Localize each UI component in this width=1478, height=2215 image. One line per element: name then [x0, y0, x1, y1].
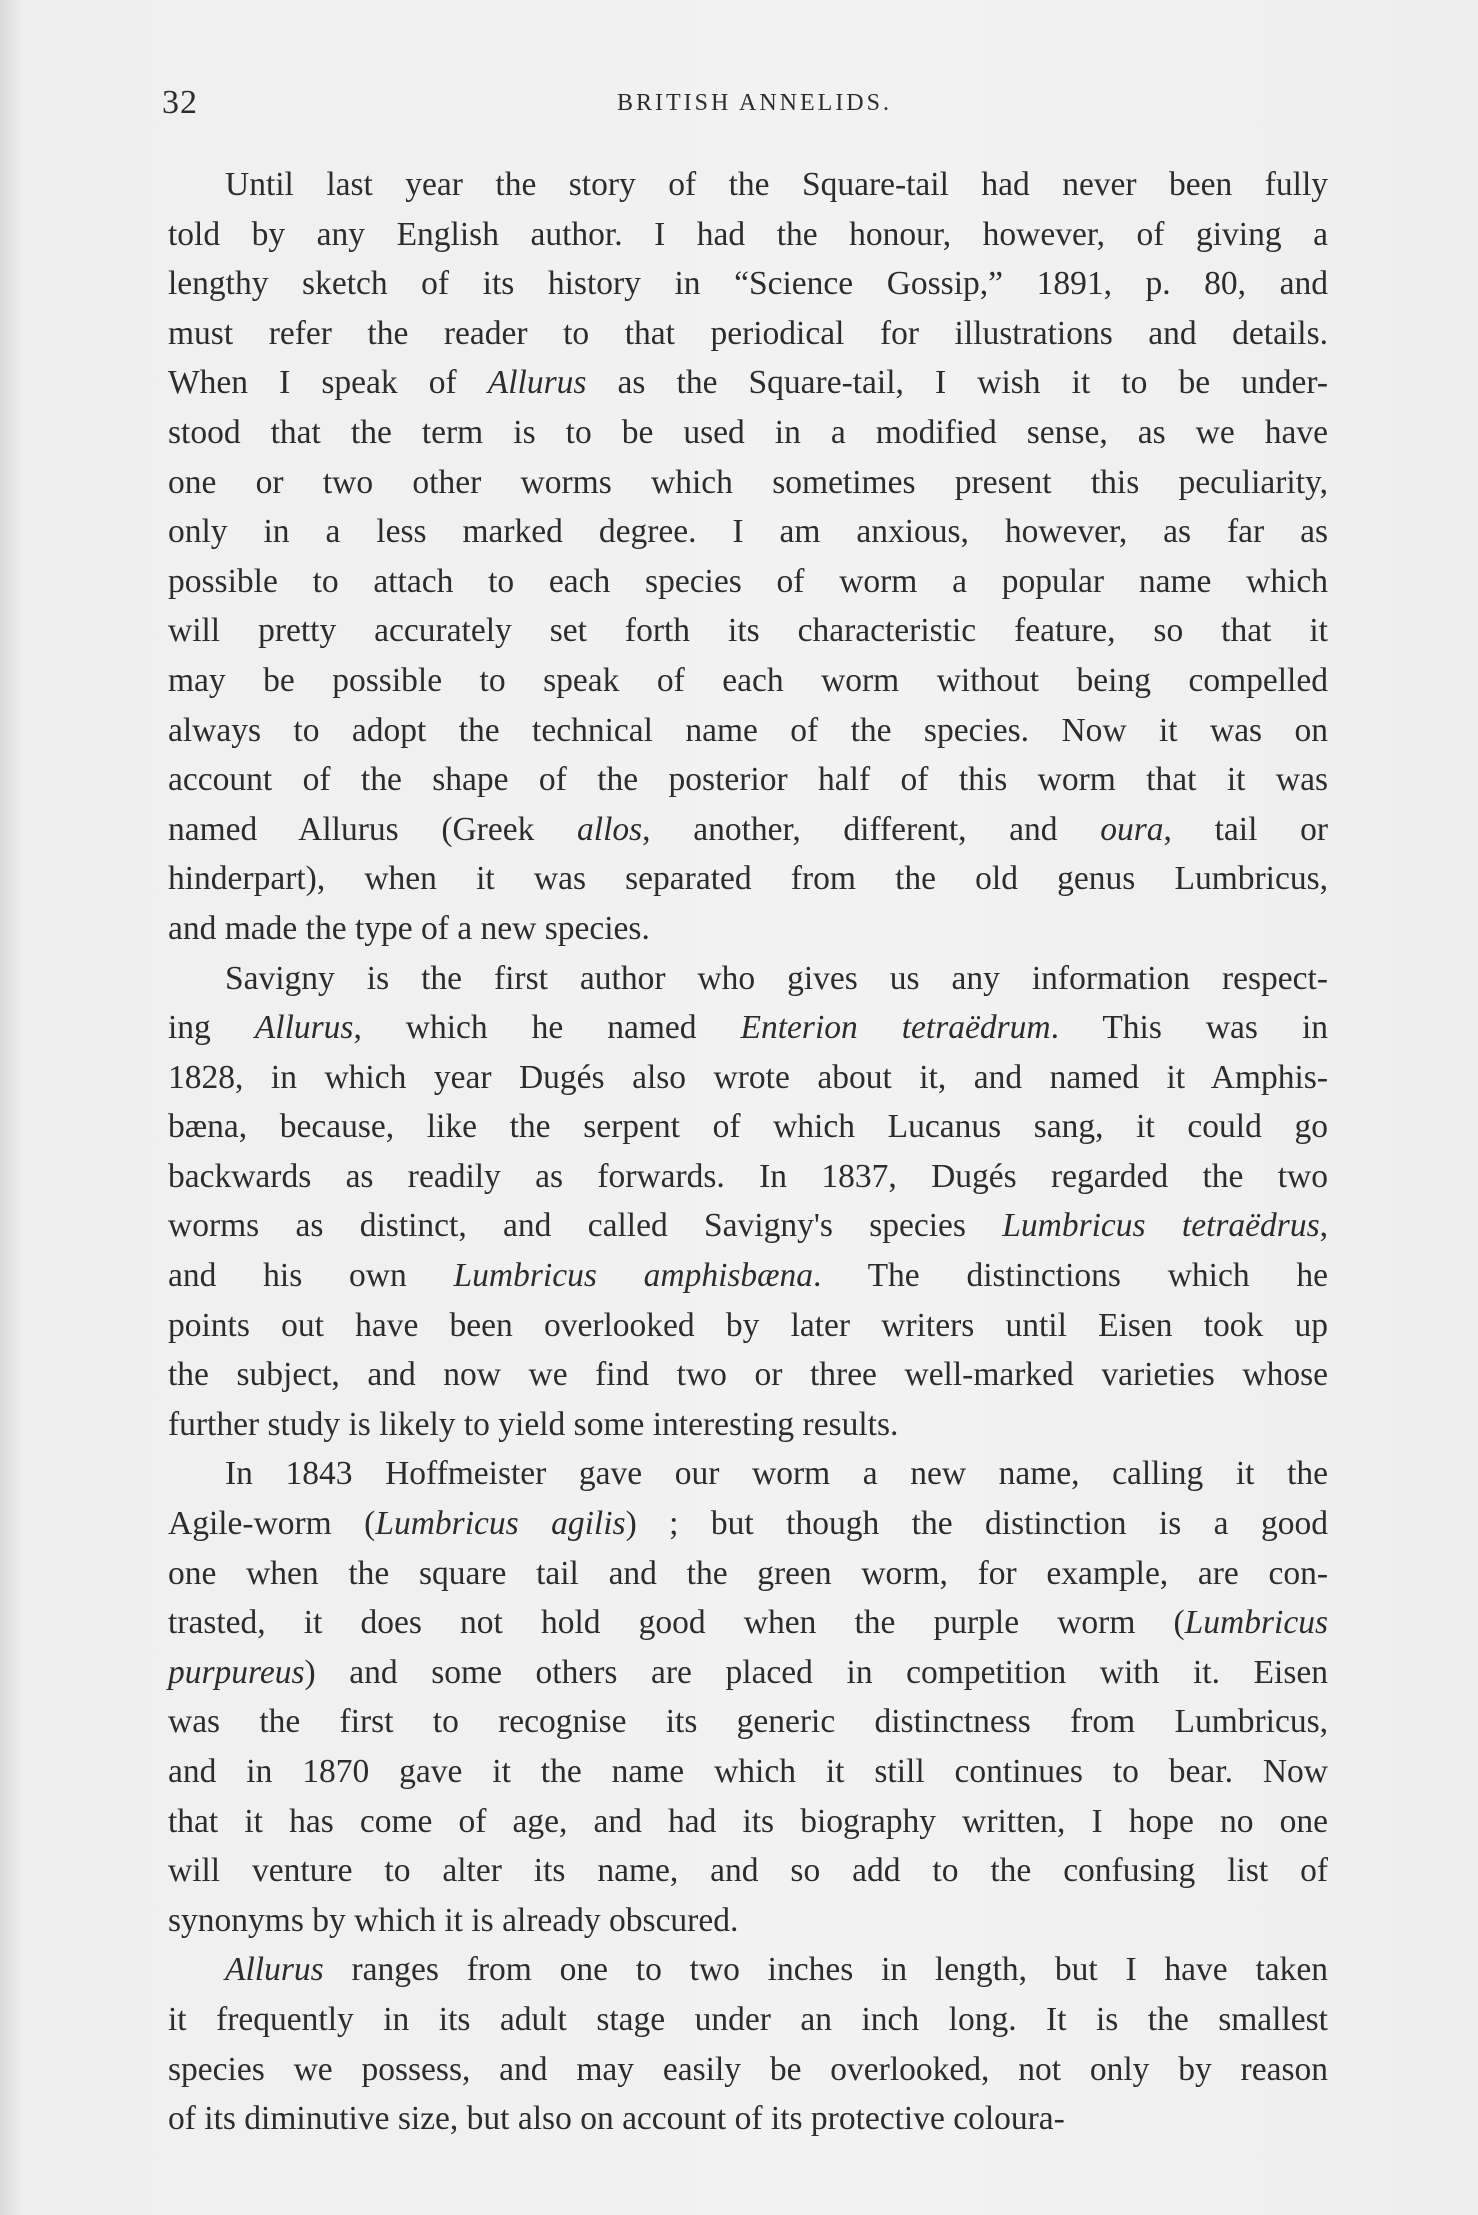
running-head: BRITISH ANNELIDS. [616, 90, 892, 116]
text-segment: 1828, in which year Dugés also wrote about it, and named it Amphis- [168, 1058, 1328, 1096]
page-number: 32 [162, 84, 198, 121]
text-segment: further study is likely to yield some interesting results. [168, 1405, 899, 1443]
text-line [168, 1152, 1328, 1202]
text-line [168, 706, 1328, 756]
text-line [168, 458, 1328, 508]
body-text [168, 160, 1328, 2144]
text-line [168, 805, 1328, 855]
text-segment: account of the shape of the posterior half of this worm that it was [168, 761, 1328, 799]
text-line [168, 1598, 1328, 1648]
text-segment: , tail or [1163, 810, 1328, 848]
italic-text: Lumbricus tetraëdrus [1002, 1207, 1320, 1245]
text-segment: as the Square-tail, I wish it to be under- [586, 364, 1329, 402]
text-segment: will venture to alter its name, and so add to the confusing list of [168, 1852, 1328, 1890]
page-header [162, 84, 1347, 134]
text-line [168, 160, 1328, 210]
text-line [168, 210, 1328, 260]
text-segment: . This was in [1050, 1009, 1328, 1047]
text-line [168, 408, 1328, 458]
text-segment: and made the type of a new species. [168, 909, 650, 947]
italic-text: Lumbricus amphisbæna [453, 1257, 814, 1295]
text-segment: , another, different, and [642, 810, 1101, 848]
text-line [168, 1449, 1328, 1499]
text-line [168, 1350, 1328, 1400]
text-segment: In 1843 Hoffmeister gave our worm a new name, calling it the [225, 1455, 1328, 1493]
text-segment: and his own [168, 1257, 454, 1295]
text-segment: must refer the reader to that periodical for illustrations and details. [168, 314, 1328, 352]
text-segment: possible to attach to each species of worm a popular name which [168, 562, 1328, 600]
text-segment: , which he named [353, 1009, 741, 1047]
text-segment: one or two other worms which sometimes present this peculiarity, [168, 463, 1328, 501]
text-segment: hinderpart), when it was separated from the old genus Lumbricus, [168, 860, 1328, 898]
text-segment: told by any English author. I had the honour, however, of giving a [168, 215, 1328, 253]
text-line [168, 1251, 1328, 1301]
text-segment: synonyms by which it is already obscured. [168, 1901, 739, 1939]
text-line [168, 259, 1328, 309]
text-line [168, 1400, 1328, 1450]
italic-text: Enterion tetraëdrum [740, 1009, 1051, 1047]
text-line [168, 2094, 1328, 2144]
text-segment: ) and some others are placed in competition with it. Eisen [304, 1653, 1328, 1691]
text-line [168, 507, 1328, 557]
text-line [168, 2045, 1328, 2095]
text-line [168, 1102, 1328, 1152]
paragraph [168, 954, 1328, 1450]
text-segment: points out have been overlooked by later writers until Eisen took up [168, 1306, 1328, 1344]
text-line [168, 1003, 1328, 1053]
text-segment: ranges from one to two inches in length, but I have taken [323, 1951, 1328, 1989]
text-line [168, 656, 1328, 706]
text-segment: may be possible to speak of each worm without being compelled [168, 661, 1328, 699]
text-segment: and in 1870 gave it the name which it still continues to bear. Now [168, 1753, 1328, 1790]
text-segment: Agile-worm ( [168, 1505, 376, 1543]
text-line [168, 557, 1328, 607]
text-line [168, 755, 1328, 805]
text-line [168, 954, 1328, 1004]
italic-text: Lumbricus [1184, 1604, 1328, 1642]
text-segment: ing [168, 1009, 255, 1047]
italic-text: allos [577, 810, 643, 848]
text-line [168, 1301, 1328, 1351]
text-line [168, 1995, 1328, 2045]
text-line [168, 1549, 1328, 1599]
text-line [168, 309, 1328, 359]
text-segment: ) ; but though the distinction is a good [625, 1505, 1328, 1543]
text-segment: lengthy sketch of its history in “Science Gossip,” 1891, p. 80, and [168, 265, 1328, 303]
text-segment: trasted, it does not hold good when the purple worm ( [168, 1604, 1185, 1642]
text-line [168, 1053, 1328, 1103]
text-line [168, 1896, 1328, 1946]
text-line [168, 1846, 1328, 1896]
text-segment: Until last year the story of the Square-tail had never been fully [225, 166, 1328, 203]
text-line [168, 854, 1328, 904]
text-segment: one when the square tail and the green worm, for example, are con- [168, 1554, 1328, 1592]
text-segment: will pretty accurately set forth its characteristic feature, so that it [168, 612, 1328, 650]
text-segment: named Allurus (Greek [168, 810, 578, 848]
text-segment: bæna, because, like the serpent of which Lucanus sang, it could go [168, 1108, 1328, 1146]
text-segment: it frequently in its adult stage under an inch long. It is the smallest [168, 2000, 1328, 2038]
text-segment: species we possess, and may easily be overlooked, not only by reason [168, 2050, 1328, 2088]
italic-text: Allurus [254, 1009, 354, 1047]
text-line [168, 904, 1328, 954]
italic-text: Lumbricus agilis [375, 1505, 626, 1543]
paragraph [168, 1945, 1328, 2143]
text-segment: was the first to recognise its generic distinctness from Lumbricus, [168, 1703, 1328, 1741]
text-line [168, 1648, 1328, 1698]
text-segment: always to adopt the technical name of the species. Now it was on [168, 711, 1328, 749]
text-line [168, 1697, 1328, 1747]
text-segment: Savigny is the first author who gives us any information respect- [225, 959, 1328, 997]
text-segment: , [1319, 1207, 1328, 1245]
text-segment: the subject, and now we find two or three well-marked varieties whose [168, 1356, 1328, 1394]
italic-text: purpureus [168, 1653, 305, 1691]
text-segment: When I speak of [168, 364, 488, 402]
text-segment: only in a less marked degree. I am anxious, however, as far as [168, 513, 1328, 551]
text-segment: worms as distinct, and called Savigny's species [168, 1207, 1003, 1245]
paragraph [168, 160, 1328, 954]
text-line [168, 1499, 1328, 1549]
text-line [168, 1797, 1328, 1847]
text-line [168, 358, 1328, 408]
text-segment: backwards as readily as forwards. In 1837, Dugés regarded the two [168, 1157, 1328, 1195]
text-line [168, 606, 1328, 656]
text-segment: stood that the term is to be used in a modified sense, as we have [168, 413, 1328, 451]
text-line [168, 1201, 1328, 1251]
italic-text: Allurus [487, 364, 587, 402]
text-segment: of its diminutive size, but also on account of its protective coloura- [168, 2100, 1065, 2138]
italic-text: oura [1100, 810, 1164, 848]
text-segment: that it has come of age, and had its biography written, I hope no one [168, 1802, 1328, 1840]
italic-text: Allurus [225, 1951, 324, 1989]
text-segment: . The distinctions which he [813, 1257, 1328, 1295]
text-line [168, 1747, 1328, 1797]
text-line [168, 1945, 1328, 1995]
paragraph [168, 1449, 1328, 1945]
